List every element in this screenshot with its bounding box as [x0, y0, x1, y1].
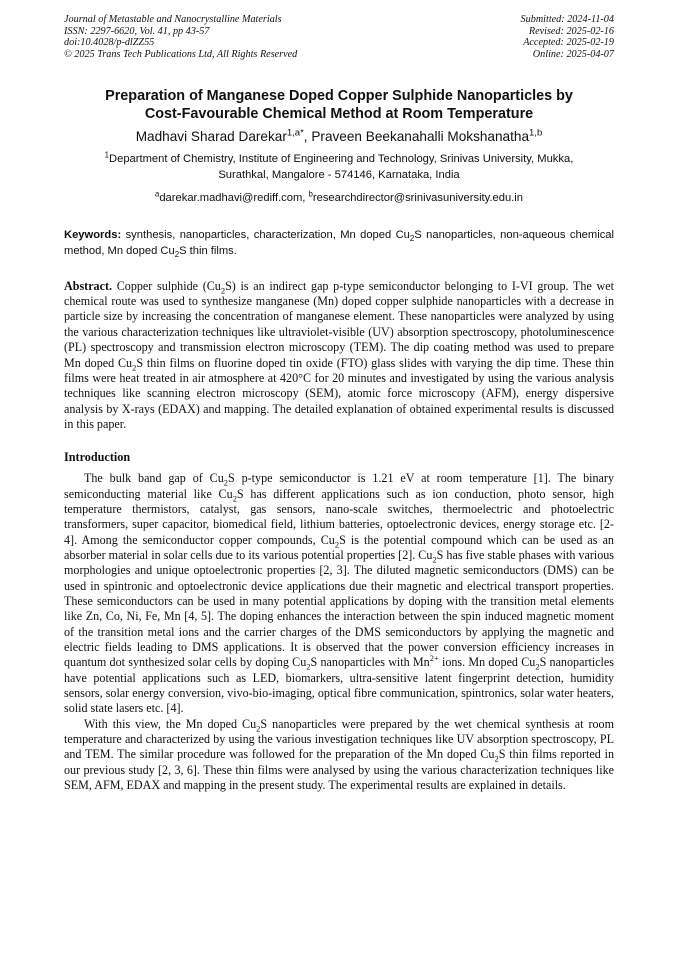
- email-a: darekar.madhavi@rediff.com,: [159, 192, 309, 205]
- email-mark-a: a: [154, 189, 160, 199]
- journal-copyright: © 2025 Trans Tech Publications Ltd, All Rights Reserved: [64, 48, 298, 60]
- abstract-label: Abstract.: [64, 278, 113, 293]
- paper-title: [64, 87, 614, 123]
- intro-paragraph-2: With this view, the Mn doped $Cu_2S$ nanoparticles were prepared by the wet chemical synthesis at room temperature and characterized by using the various investigation techniques like UV absorption spectroscopy, PL and TEM. The similar procedure was followed for the preparation of the Mn doped $Cu_2S$ thin films reported in our previous study [2, 3, 6]. These thin films were analysed by using the various characterization techniques like SEM, AFM, EDAX and mapping in the present study. The experimental results are explained in details.: [64, 716, 614, 793]
- author-1-affil-mark: 1,a*: [286, 127, 304, 139]
- keywords: Keywords: synthesis, nanoparticles, characterization, Mn doped $Cu_2S$ nanoparticles, non-aqueous chemical method, Mn doped $Cu_2S$ thin films.: [64, 229, 614, 259]
- journal-header: [64, 14, 614, 60]
- intro-paragraph-1: The bulk band gap of $Cu_2S$ p-type semiconductor is 1.21 eV at room temperature [1]. The binary semiconducting material like $Cu_2S$ has different applications such as ion conduction, photo sensor, high temperature thermistors, catalyst, gas sensors, nano-scale switches, thermoelectric and photoelectric transformers, super capacitor, biomedical field, lithium batteries, optoelectronic devices, energy storage etc. [2-4]. Among the semiconductor copper compounds, $Cu_2S$ is the potential compound which can be used as an absorber material in solar cells due to its various potential properties [2]. $Cu_2S$ has five stable phases with various morphologies and unique optoelectronic properties [2, 3]. The diluted magnetic semiconductors (DMS) can be used in spintronic and optoelectronic device applications due their magnetic and electrical transport properties. These semiconductors can be used in many potential applications by doping with the transition metal elements like Zn, Co, Ni, Fe, Mn [4, 5]. The doping enhances the interaction between the spin induced magnetic moment of the transition metal ions and the carrier charges of the DMS semiconductors by applying the magnetic and electric fields leading to DMS applications. It is observed that the power conversion efficiency increases in quantum dot synthesized solar cells by doping $Cu_2S$ nanoparticles with $Mn^{2+}$ ions. Mn doped $Cu_2S$ nanoparticles have potential applications such as LED, biomarkers, ultra-sensitive latent fingerprint detection, humidity sensors, solar energy conversion, vivo-bio-imaging, optical fibre communication, spintronics, solar water heaters, solid state lasers etc. [4].: [64, 471, 615, 716]
- author-2-affil-mark: 1,b: [529, 127, 543, 139]
- journal-name: Journal of Metastable and Nanocrystalline Materials: [64, 14, 282, 25]
- journal-doi: doi:10.4028/p-dlZZ55: [64, 37, 155, 49]
- keywords-label: Keywords:: [64, 229, 122, 242]
- affiliation-mark: 1: [104, 150, 110, 160]
- journal-info: [64, 14, 297, 60]
- author-2-name: Praveen Beekanahalli Mokshanatha: [311, 129, 530, 145]
- author-emails: [64, 191, 614, 206]
- date-revised: Revised: 2025-02-16: [528, 25, 614, 37]
- title-line-1: Preparation of Manganese Doped Copper Sulphide Nanoparticles by: [105, 88, 573, 105]
- author-1-name: Madhavi Sharad Darekar: [135, 129, 287, 145]
- abstract: Abstract. Copper sulphide $(Cu_2S)$ is an indirect gap p-type semiconductor belonging to I-VI group. The wet chemical route was used to synthesize manganese (Mn) doped copper sulphide nanoparticles with a decrease in particle size by increasing the concentration of manganese element. These nanoparticles were analyzed by using the various characterization techniques like ultraviolet-visible (UV) absorption spectroscopy, photoluminescence (PL) spectroscopy and transmission electron microscopy (TEM). The dip coating method was used to prepare Mn doped $Cu_2S$ thin films on fluorine doped tin oxide (FTO) glass slides with varying the dip time. These thin films were heat treated in air atmosphere at 420°C for 20 minutes and investigated by using the various analysis techniques like scanning electron microscopy (SEM), atomic force microscopy (AFM), energy dispersive analysis by X-rays (EDAX) and mapping. The detailed explanation of obtained experimental results is discussed in this paper.: [64, 278, 614, 431]
- date-accepted: Accepted: 2025-02-19: [523, 37, 614, 49]
- email-mark-b: b: [308, 189, 313, 199]
- paper-page: [64, 14, 614, 793]
- author-separator: ,: [303, 129, 312, 145]
- affiliation-line-2: Surathkal, Mangalore - 574146, Karnataka, India: [218, 168, 460, 181]
- journal-issn: ISSN: 2297-6620, Vol. 41, pp 43-57: [64, 25, 210, 37]
- affiliation: [64, 152, 614, 183]
- publication-dates: [521, 14, 614, 60]
- author-list: [64, 128, 614, 145]
- affiliation-line-1: $^1$Department of Chemistry, Institute of Engineering and Technology, Srinivas University, Mukka,: [104, 150, 574, 166]
- section-heading-introduction: Introduction: [64, 450, 131, 465]
- email-b: researchdirector@srinivasuniversity.edu.in: [312, 192, 524, 205]
- date-online: Online: 2025-04-07: [532, 48, 614, 60]
- date-submitted: Submitted: 2024-11-04: [520, 14, 614, 25]
- title-line-2: Cost-Favourable Chemical Method at Room Temperature: [144, 106, 534, 123]
